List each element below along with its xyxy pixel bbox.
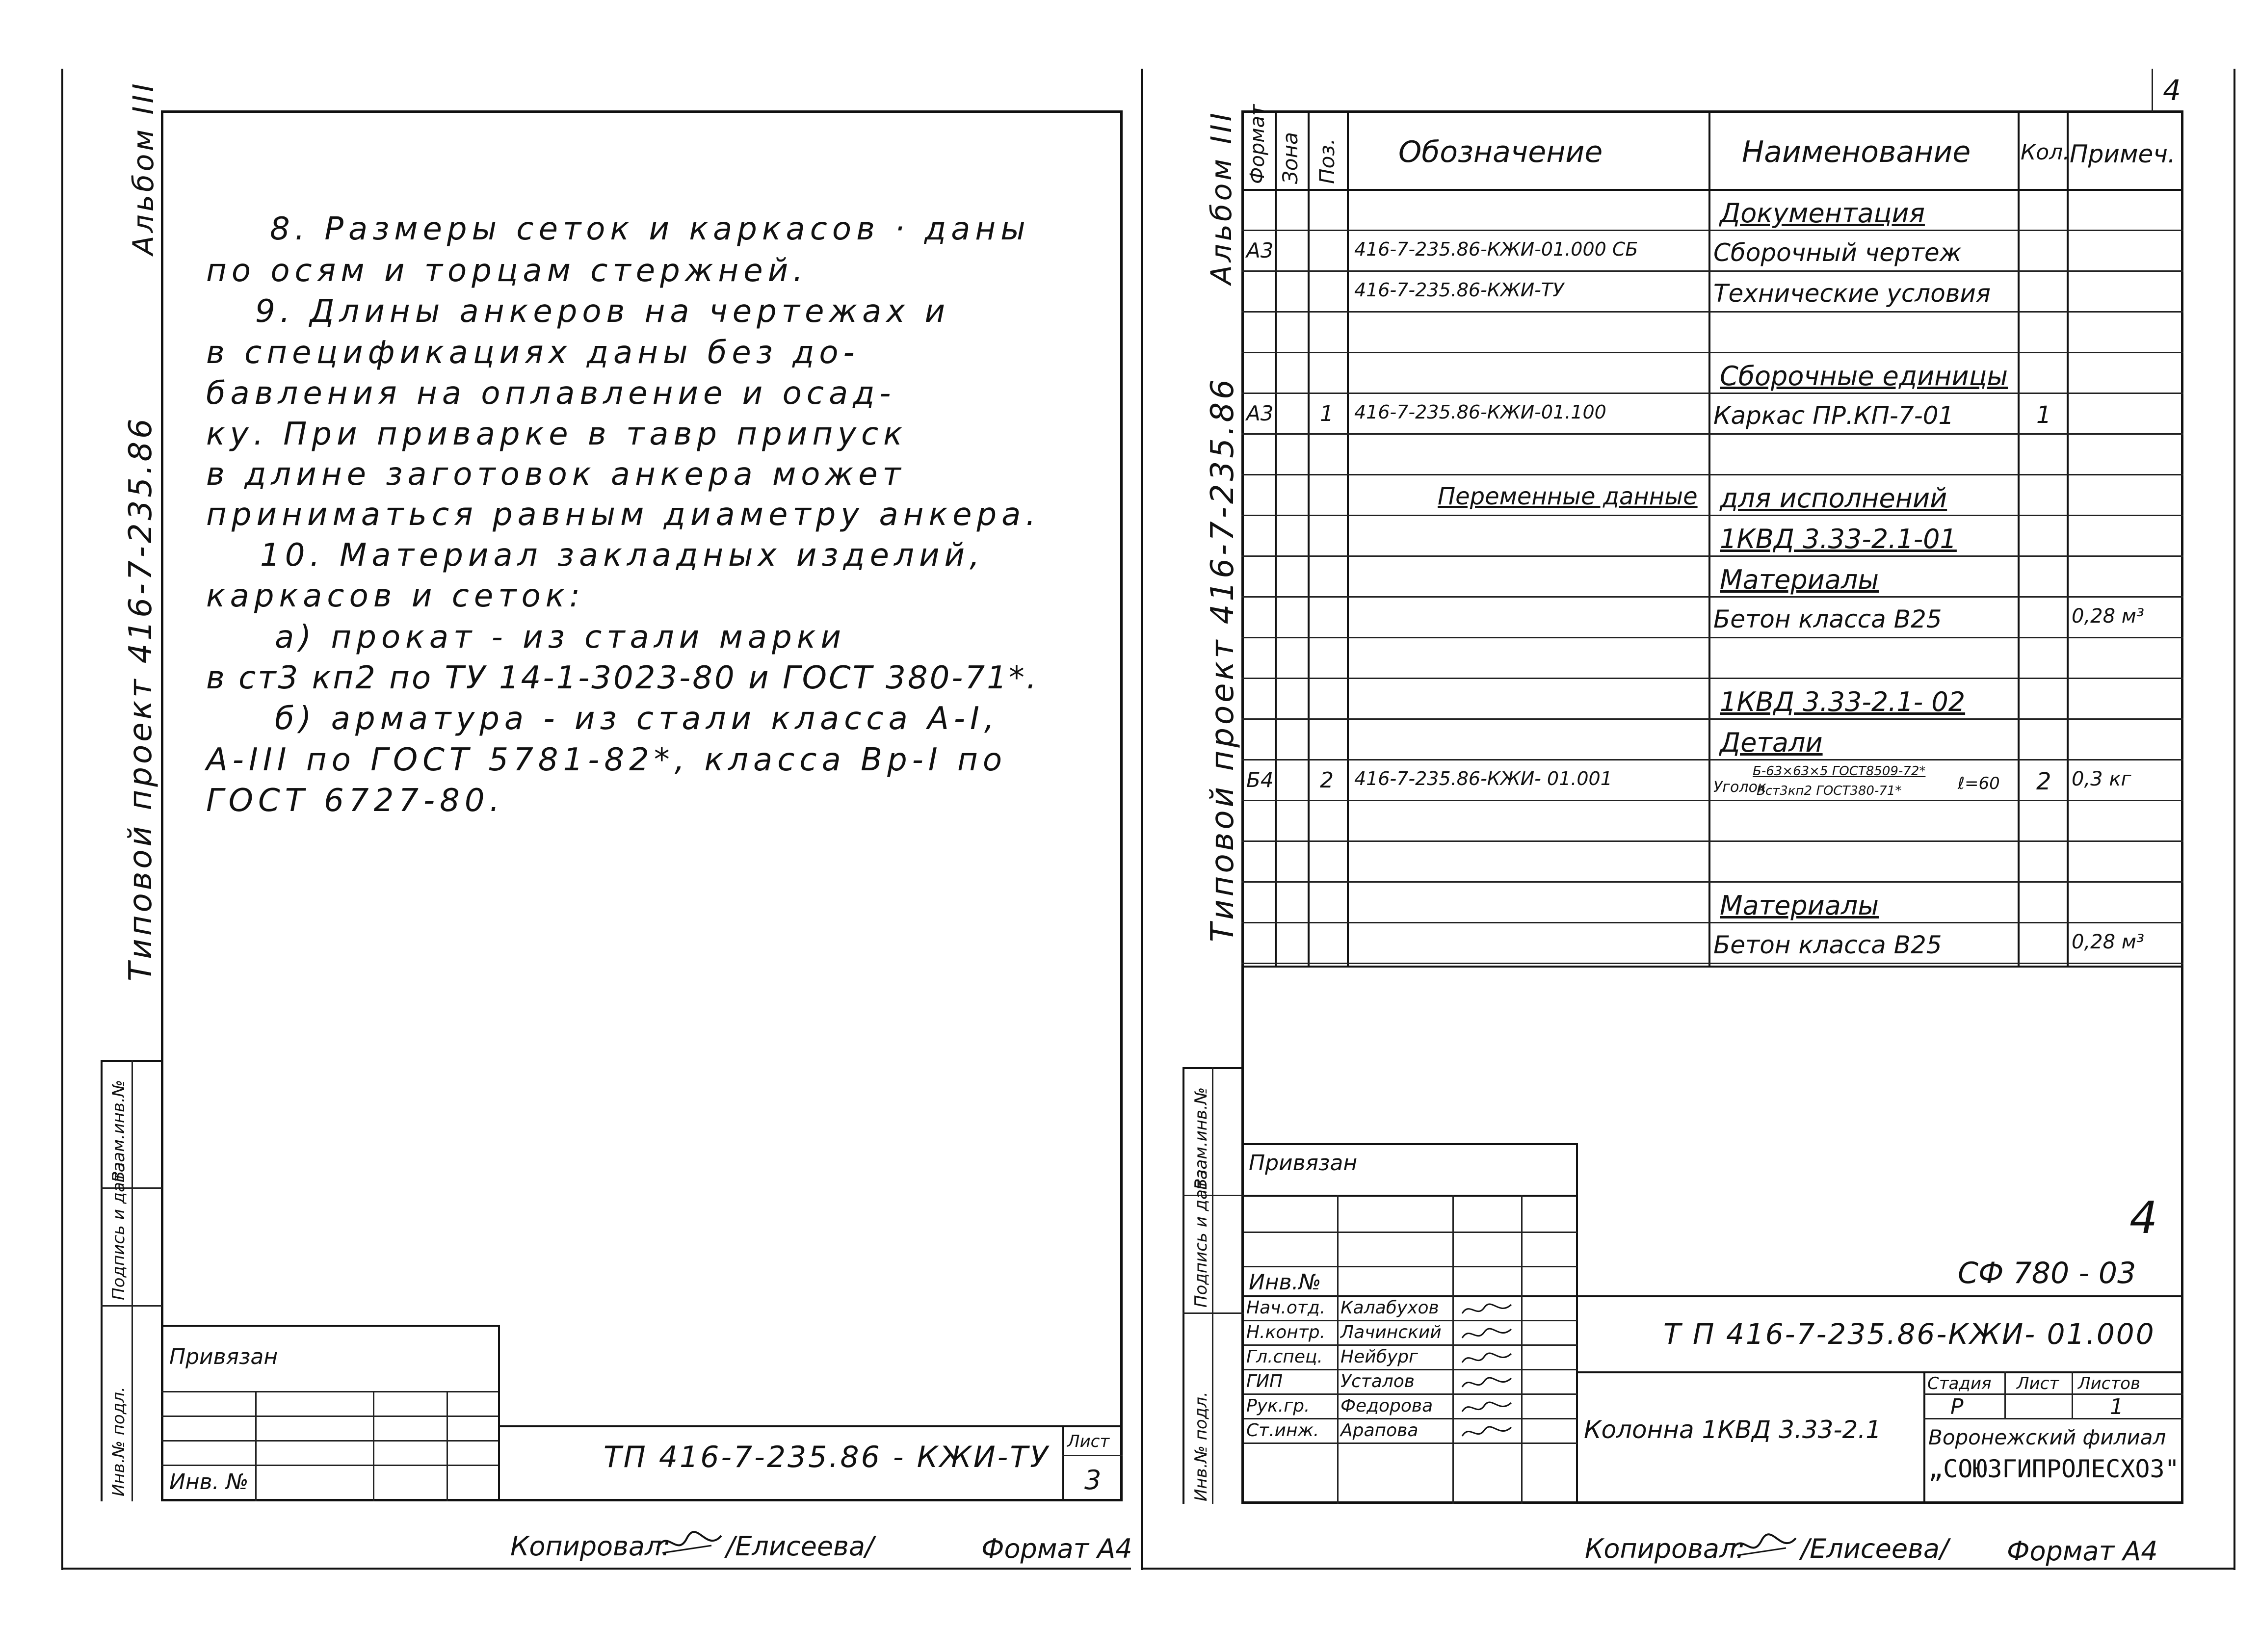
signer-signature: [1460, 1421, 1514, 1443]
cell-pos: 2: [1320, 768, 1334, 793]
signer-signature: [1460, 1397, 1514, 1418]
right-stamp-sheet: 1: [2110, 1394, 2124, 1419]
note-line: ГОСТ 6727-80.: [206, 783, 504, 819]
note-line: б) арматура - из стали класса А-I,: [275, 701, 999, 737]
signer-name: Федорова: [1340, 1396, 1433, 1416]
signer-role: Нач.отд.: [1246, 1298, 1326, 1318]
left-stamp-sheet-label: Лист: [1067, 1432, 1110, 1451]
right-copied-label: Копировал:: [1585, 1533, 1745, 1564]
cell-designation: 416-7-235.86-КЖИ- 01.001: [1354, 768, 1612, 789]
left-copied-name: /Елисеева/: [726, 1531, 874, 1562]
cell-name: для исполнений: [1720, 483, 1947, 514]
right-page-number: 4: [2163, 74, 2181, 107]
header-name: Наименование: [1742, 135, 1971, 169]
signer-signature: [1460, 1372, 1514, 1394]
signer-role: Ст.инж.: [1246, 1420, 1319, 1441]
right-stamp-sheet-label: Лист: [2017, 1374, 2059, 1393]
cell-name-steel-grade: Вст3кп2 ГОСТ380-71*: [1757, 784, 1902, 798]
cell-pos: 1: [1320, 401, 1334, 426]
cell-name: Материалы: [1720, 564, 1879, 595]
signer-role: Рук.гр.: [1246, 1396, 1310, 1416]
signer-signature: [1460, 1299, 1514, 1320]
cell-name: Бетон класса В25: [1713, 931, 1942, 959]
signer-signature: [1460, 1323, 1514, 1345]
left-project-label: Типовой проект 416-7-235.86: [123, 416, 159, 981]
signer-name: Усталов: [1340, 1371, 1415, 1391]
cell-name-steel-profile: Б-63×63×5 ГОСТ8509-72*: [1753, 764, 1926, 779]
cell-designation: 416-7-235.86-КЖИ-01.000 СБ: [1354, 238, 1638, 260]
cell-name: Документация: [1720, 198, 1925, 229]
header-pos: Поз.: [1315, 138, 1339, 184]
cell-name: Уголок: [1713, 779, 1767, 796]
right-stamp-inv: Инв.№: [1249, 1270, 1321, 1295]
cell-name-length: ℓ=60: [1958, 774, 2000, 793]
header-zone: Зона: [1278, 132, 1302, 184]
cell-name: Сборочный чертеж: [1713, 238, 1962, 267]
cell-format: А3: [1246, 238, 1274, 262]
cell-name: Сборочные единицы: [1720, 361, 2008, 392]
signer-name: Нейбург: [1340, 1347, 1418, 1367]
right-stamp-archive-code: СФ 780 - 03: [1958, 1256, 2136, 1290]
right-side-label-replace: Взам.инв.№: [1191, 1087, 1211, 1190]
note-line: в ст3 кп2 по ТУ 14-1-3023-80 и ГОСТ 380-71*.: [206, 660, 1039, 696]
cell-note: 0,28 м³: [2072, 931, 2144, 953]
cell-name: Каркас ПР.КП-7-01: [1713, 401, 1954, 430]
note-line: А-III по ГОСТ 5781-82*, класса Вр-I по: [206, 742, 1007, 778]
cell-note: 0,28 м³: [2072, 605, 2144, 628]
note-line: 9. Длины анкеров на чертежах и: [255, 293, 950, 330]
right-side-label-sign: Подпись и дата: [1191, 1169, 1211, 1308]
note-line: бавления на оплавление и осад-: [206, 375, 896, 412]
note-line: в длине заготовок анкера может: [206, 456, 906, 493]
signer-role: Гл.спец.: [1246, 1347, 1323, 1367]
cell-name: Материалы: [1720, 890, 1879, 921]
left-side-label-inv: Инв.№ подл.: [109, 1387, 129, 1496]
note-line: приниматься равным диаметру анкера.: [206, 497, 1041, 533]
cell-designation: Переменные данные: [1438, 483, 1698, 510]
note-line: а) прокат - из стали марки: [275, 619, 846, 656]
cell-name: 1КВД 3.33-2.1- 02: [1720, 686, 1966, 717]
header-designation: Обозначение: [1398, 135, 1603, 169]
signer-signature: [1460, 1348, 1514, 1369]
right-stamp-privyazan: Привязан: [1249, 1151, 1358, 1176]
right-stamp-stage: Р: [1950, 1394, 1964, 1419]
cell-designation: 416-7-235.86-КЖИ-01.100: [1354, 401, 1606, 423]
note-line: 8. Размеры сеток и каркасов · даны: [270, 211, 1030, 247]
right-stamp-sheet-mark: 4: [2129, 1192, 2158, 1244]
left-copied-label: Копировал:: [510, 1531, 671, 1562]
right-stamp-stage-label: Стадия: [1927, 1374, 1992, 1393]
cell-name: Бетон класса В25: [1713, 605, 1942, 633]
header-note: Примеч.: [2070, 140, 2176, 168]
right-stamp-code: Т П 416-7-235.86-КЖИ- 01.000: [1663, 1317, 2155, 1351]
left-side-label-replace: Взам.инв.№: [109, 1079, 129, 1182]
cell-name: 1КВД 3.33-2.1-01: [1720, 524, 1957, 554]
signer-role: Н.контр.: [1246, 1322, 1326, 1342]
cell-note: 0,3 кг: [2072, 768, 2131, 790]
left-stamp-privyazan: Привязан: [169, 1344, 278, 1369]
cell-name: Детали: [1720, 727, 1823, 758]
right-stamp-org-line1: Воронежский филиал: [1928, 1425, 2166, 1449]
signer-role: ГИП: [1246, 1371, 1283, 1391]
cell-qty: 2: [2036, 768, 2051, 795]
left-album-label: Альбом III: [127, 80, 160, 255]
right-copied-name: /Елисеева/: [1801, 1533, 1949, 1564]
right-side-label-inv: Инв.№ подл.: [1191, 1391, 1211, 1501]
right-stamp-sheets-label: Листов: [2078, 1374, 2141, 1393]
signer-name: Лачинский: [1340, 1322, 1442, 1342]
left-stamp-sheet-number: 3: [1084, 1465, 1102, 1495]
note-line: в спецификациях даны без до-: [206, 335, 860, 371]
cell-format: Б4: [1246, 768, 1274, 792]
right-stamp-org-line2: „СОЮЗГИПРОЛЕСХОЗ": [1928, 1455, 2180, 1483]
left-stamp-inv: Инв. №: [169, 1469, 249, 1495]
cell-format: А3: [1246, 401, 1274, 425]
right-project-label: Типовой проект 416-7-235.86: [1205, 376, 1241, 942]
right-stamp-title: Колонна 1КВД 3.33-2.1: [1584, 1416, 1882, 1444]
note-line: каркасов и сеток:: [206, 578, 585, 614]
header-qty: Кол.: [2021, 140, 2070, 165]
header-format: Формат: [1246, 104, 1269, 184]
note-line: ку. При приварке в тавр припуск: [206, 416, 907, 452]
cell-designation: 416-7-235.86-КЖИ-ТУ: [1354, 279, 1564, 301]
signer-name: Калабухов: [1340, 1298, 1439, 1318]
left-format: Формат А4: [981, 1533, 1132, 1564]
right-copied-signature: [1727, 1526, 1801, 1565]
cell-name: Технические условия: [1713, 279, 1991, 308]
note-line: по осям и торцам стержней.: [206, 253, 808, 289]
cell-qty: 1: [2036, 401, 2051, 429]
note-line: 10. Материал закладных изделий,: [260, 537, 985, 574]
right-album-label: Альбом III: [1205, 110, 1238, 285]
right-sheet-frame: [1241, 110, 2183, 1504]
left-stamp-code: ТП 416-7-235.86 - КЖИ-ТУ: [604, 1440, 1050, 1474]
left-side-label-sign: Подпись и дата: [109, 1162, 129, 1300]
left-copied-signature: [653, 1523, 726, 1563]
right-format: Формат А4: [2007, 1536, 2158, 1567]
signer-name: Арапова: [1340, 1420, 1419, 1441]
